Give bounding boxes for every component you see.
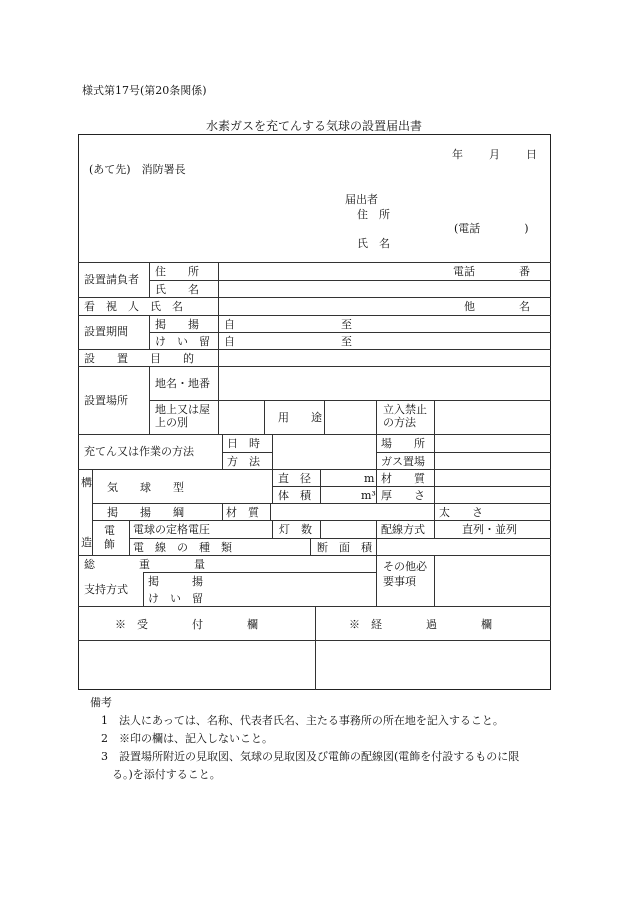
other-count-label: 他 名 bbox=[464, 300, 530, 313]
method-label: 方 法 bbox=[227, 455, 260, 468]
progress-label: ※ 経 過 欄 bbox=[349, 618, 492, 631]
support-mooring-label: け い 留 bbox=[148, 592, 203, 605]
volume-label: 体 積 bbox=[278, 489, 311, 502]
month-label: 月 bbox=[489, 148, 500, 161]
gas-storage-label: ガス置場 bbox=[381, 455, 425, 468]
wiring-method-label: 配線方式 bbox=[381, 523, 425, 536]
notifier-label: 届出者 bbox=[345, 193, 378, 206]
raising-rope-label: 掲 揚 綱 bbox=[107, 506, 184, 519]
notes-heading: 備考 bbox=[90, 696, 112, 709]
decoration-label: 電飾 bbox=[104, 524, 115, 551]
unit-m3: m³ bbox=[361, 489, 376, 502]
structure-label: 構 bbox=[81, 476, 92, 489]
period-mooring-label: け い 留 bbox=[155, 335, 210, 348]
unit-m: m bbox=[364, 472, 375, 485]
place-label: 場 所 bbox=[381, 437, 425, 450]
purpose-label: 設 置 目 的 bbox=[84, 352, 194, 365]
wiring-value: 直列・並列 bbox=[462, 523, 517, 536]
to-label: 至 bbox=[341, 318, 352, 331]
restricted-label: 立入禁止の方法 bbox=[383, 403, 427, 429]
use-label: 用 途 bbox=[278, 411, 322, 424]
note-item: 1 法人にあっては、名称、代表者氏名、主たる事務所の所在地を記入すること。 bbox=[101, 714, 504, 727]
filling-method-label: 充てん又は作業の方法 bbox=[84, 445, 194, 458]
total-weight-label: 総 重 量 bbox=[84, 558, 205, 571]
contractor-address-label: 住 所 bbox=[155, 265, 199, 278]
contractor-name-label: 氏 名 bbox=[155, 283, 199, 296]
note-item: 3 設置場所附近の見取図、気球の見取図及び電飾の配線図(電飾を付設するものに限 bbox=[101, 750, 520, 763]
to-label: 至 bbox=[341, 335, 352, 348]
notifier-phone-label: (電話 ) bbox=[454, 222, 529, 235]
form-title: 水素ガスを充てんする気球の設置届出書 bbox=[206, 119, 423, 133]
contractor-label: 設置請負者 bbox=[84, 273, 139, 286]
ground-or-roof-label: 地上又は屋上の別 bbox=[155, 403, 210, 429]
notifier-address-label: 住 所 bbox=[357, 208, 390, 221]
phone-number-label: 電話 番 bbox=[453, 265, 530, 278]
note-item: る。)を添付すること。 bbox=[112, 768, 221, 781]
rope-material-label: 材 質 bbox=[226, 506, 259, 519]
addressee: (あて先) 消防署長 bbox=[89, 163, 186, 176]
watcher-name-label: 看 視 人 氏 名 bbox=[84, 300, 183, 313]
material-label: 材 質 bbox=[381, 472, 425, 485]
period-label: 設置期間 bbox=[84, 325, 128, 338]
reception-label: ※ 受 付 欄 bbox=[115, 618, 258, 631]
support-label: 支持方式 bbox=[84, 583, 128, 596]
period-raising-label: 掲 揚 bbox=[155, 318, 199, 331]
lamp-count-label: 灯 数 bbox=[279, 523, 312, 536]
day-label: 日 bbox=[526, 148, 537, 161]
note-item: 2 ※印の欄は、記入しないこと。 bbox=[101, 732, 273, 745]
year-label: 年 bbox=[452, 148, 463, 161]
support-raising-label: 掲 揚 bbox=[148, 575, 203, 588]
lot-label: 地名・地番 bbox=[155, 377, 210, 390]
structure-label-2: 造 bbox=[81, 536, 92, 549]
diameter-label: 直 径 bbox=[278, 472, 311, 485]
from-label: 自 bbox=[224, 318, 235, 331]
wire-type-label: 電 線 の 種 類 bbox=[133, 541, 232, 554]
location-label: 設置場所 bbox=[84, 394, 128, 407]
cross-section-label: 断 面 積 bbox=[317, 541, 372, 554]
rated-voltage-label: 電球の定格電圧 bbox=[133, 523, 210, 536]
datetime-label: 日 時 bbox=[227, 437, 260, 450]
balloon-type-label: 気 球 型 bbox=[107, 481, 184, 494]
other-items-label: その他必要事項 bbox=[383, 560, 427, 588]
form-number: 様式第17号(第20条関係) bbox=[82, 84, 207, 97]
rope-thickness-label: 太 さ bbox=[439, 506, 483, 519]
notifier-name-label: 氏 名 bbox=[357, 237, 390, 250]
thickness-label: 厚 さ bbox=[381, 489, 425, 502]
from-label: 自 bbox=[224, 335, 235, 348]
